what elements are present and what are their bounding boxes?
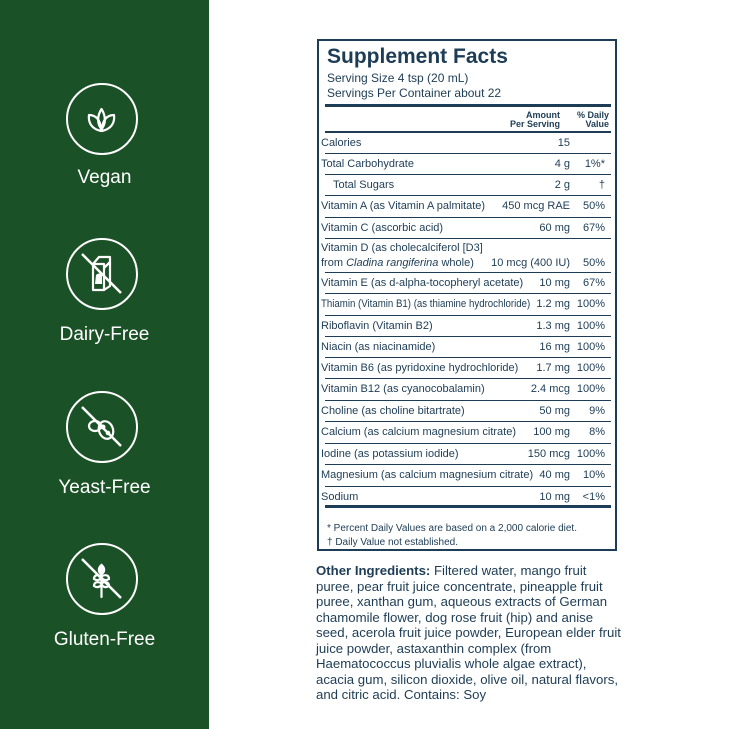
nutrient-dv: 100% — [576, 298, 605, 310]
nutrient-dv: 50% — [582, 200, 605, 212]
nutrient-amount: 50 mg — [539, 405, 570, 417]
nutrient-dv: † — [598, 179, 605, 191]
nutrient-row — [319, 294, 615, 316]
serving-size: Serving Size 4 tsp (20 mL) — [327, 71, 469, 85]
nutrient-dv: 100% — [576, 362, 605, 374]
nutrient-amount: 40 mg — [539, 469, 570, 481]
nutrient-dv: <1% — [582, 491, 605, 503]
no-milk-carton-icon — [66, 238, 138, 310]
nutrient-row — [319, 401, 615, 422]
nutrient-dv: 100% — [576, 448, 605, 460]
nutrient-amount: 1.3 mg — [536, 320, 570, 332]
badge-label: Gluten-Free — [53, 629, 156, 650]
nutrient-name: Vitamin B6 (as pyridoxine hydrochloride) — [321, 362, 519, 374]
footnote-not-established: † Daily Value not established. — [327, 537, 459, 548]
nutrient-row — [319, 358, 615, 379]
servings-per-container: Servings Per Container about 22 — [327, 86, 502, 100]
nutrient-row — [319, 422, 615, 444]
nutrient-name: Total Sugars — [333, 179, 395, 191]
nutrient-name: Calcium (as calcium magnesium citrate) — [321, 426, 516, 438]
nutrient-row — [319, 337, 615, 358]
nutrient-name-line2 — [321, 257, 474, 269]
nutrient-row — [319, 239, 615, 273]
other-ingredients — [316, 563, 626, 703]
nutrient-name: Calories — [321, 137, 362, 149]
panel-title: Supplement Facts — [327, 45, 508, 68]
leaf-icon — [66, 83, 138, 155]
nutrient-dv: 10% — [582, 469, 605, 481]
nutrient-name: Vitamin B12 (as cyanocobalamin) — [321, 383, 485, 395]
nutrient-amount: 450 mcg RAE — [502, 200, 570, 212]
nutrient-row — [319, 316, 615, 337]
nutrient-name: Vitamin C (ascorbic acid) — [321, 222, 444, 234]
other-ingredients-label: Other Ingredients: — [316, 563, 431, 578]
supplement-facts-panel — [317, 39, 617, 551]
nutrient-amount: 4 g — [554, 158, 570, 170]
nutrient-dv: 100% — [576, 320, 605, 332]
badge-sidebar — [0, 0, 209, 729]
badge-label: Vegan — [77, 167, 132, 188]
nutrient-name: Total Carbohydrate — [321, 158, 414, 170]
nutrient-name: Vitamin E (as d-alpha-tocopheryl acetate) — [321, 277, 524, 289]
nutrient-row — [319, 218, 615, 239]
badge-label: Dairy-Free — [59, 324, 150, 345]
footnote-dv: * Percent Daily Values are based on a 2,000 calorie diet. — [327, 523, 577, 534]
nutrient-amount: 2.4 mcg — [530, 383, 570, 395]
dv-header-line1: % Daily — [576, 110, 609, 120]
nutrient-name-prefix: from — [321, 257, 347, 269]
nutrient-amount: 60 mg — [539, 222, 570, 234]
nutrient-name: Thiamin (Vitamin B1) (as thiamine hydrochloride) — [321, 298, 531, 310]
nutrient-dv: 67% — [582, 222, 605, 234]
nutrient-name: Vitamin A (as Vitamin A palmitate) — [321, 200, 486, 212]
nutrient-dv: 67% — [582, 277, 605, 289]
dv-header-line2: Value — [585, 119, 609, 129]
badge-label: Yeast-Free — [58, 477, 151, 498]
nutrient-row — [319, 133, 615, 154]
divider-thick — [325, 104, 611, 107]
nutrient-amount: 1.2 mg — [536, 298, 570, 310]
nutrient-row — [319, 487, 615, 508]
nutrient-row — [319, 175, 615, 196]
nutrient-amount: 1.7 mg — [536, 362, 570, 374]
nutrient-dv: 100% — [576, 341, 605, 353]
no-wheat-icon — [66, 543, 138, 615]
dv-header — [565, 111, 609, 129]
nutrient-amount: 150 mcg — [527, 448, 570, 460]
nutrient-amount: 2 g — [554, 179, 570, 191]
nutrient-name: Iodine (as potassium iodide) — [321, 448, 459, 460]
nutrient-dv: 1%* — [584, 158, 605, 170]
nutrient-amount: 10 mg — [539, 277, 570, 289]
nutrient-name: Sodium — [321, 491, 359, 503]
nutrient-row — [319, 196, 615, 218]
nutrient-amount: 15 — [557, 137, 570, 149]
nutrient-name: Riboflavin (Vitamin B2) — [321, 320, 433, 332]
row-divider — [325, 505, 611, 508]
nutrient-name: Choline (as choline bitartrate) — [321, 405, 465, 417]
nutrient-amount: 100 mg — [533, 426, 570, 438]
nutrient-dv: 9% — [589, 405, 605, 417]
amount-header-line2: Per Serving — [509, 119, 560, 129]
nutrient-name: Niacin (as niacinamide) — [321, 341, 436, 353]
nutrient-dv: 100% — [576, 383, 605, 395]
nutrient-name: Magnesium (as calcium magnesium citrate) — [321, 469, 534, 481]
nutrient-source-italic: Cladina rangiferina — [346, 257, 439, 269]
amount-header — [505, 111, 560, 129]
nutrient-row — [319, 154, 615, 175]
amount-header-line1: Amount — [526, 110, 560, 120]
nutrient-row — [319, 465, 615, 487]
other-ingredients-text: Filtered water, mango fruit puree, pear fruit juice concentrate, pineapple fruit puree, xanthan gum, aqueous extracts of German chamomile flower, dog rose fruit (hip) and anise seed, acerola fruit juice powder, European elder fruit juice powder, astaxanthin complex (from Haematococcus pluvialis whole algae extract), acacia gum, silicon dioxide, olive oil, natural flavors, and citric acid. Contains: Soy — [316, 563, 621, 702]
nutrient-dv: 8% — [589, 426, 605, 438]
nutrient-row — [319, 379, 615, 401]
nutrient-dv: 50% — [582, 257, 605, 269]
nutrient-amount: 10 mcg (400 IU) — [491, 257, 570, 269]
nutrient-amount: 16 mg — [539, 341, 570, 353]
no-yeast-icon — [66, 391, 138, 463]
nutrient-name-suffix: whole) — [438, 257, 474, 269]
nutrient-row — [319, 273, 615, 294]
nutrient-amount: 10 mg — [539, 491, 570, 503]
nutrient-row — [319, 444, 615, 465]
nutrient-name: Vitamin D (as cholecalciferol [D3] — [321, 242, 483, 254]
